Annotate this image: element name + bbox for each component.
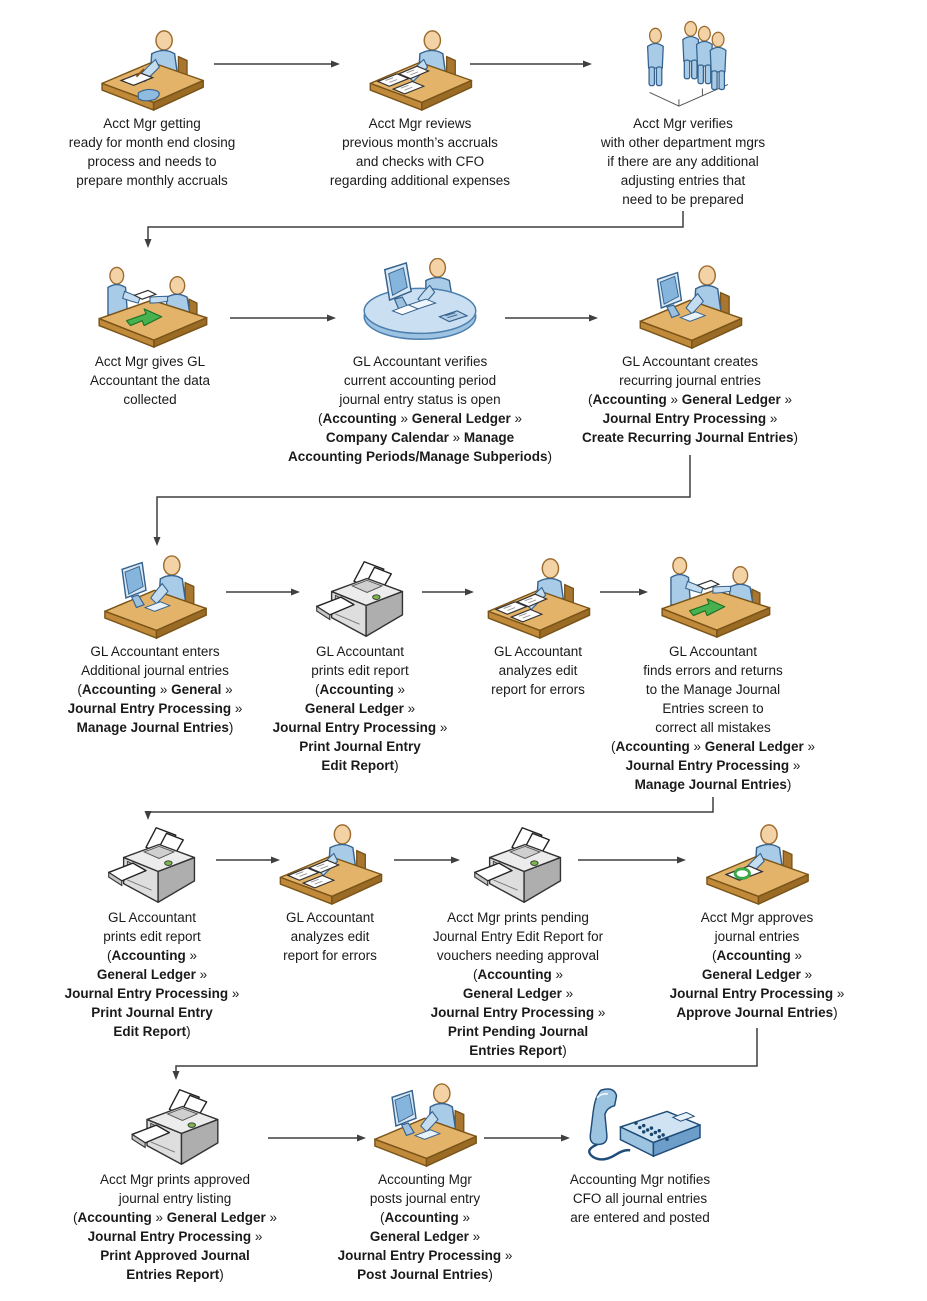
step-caption	[338, 1170, 513, 1284]
caption-line: are entered and posted	[570, 1210, 710, 1225]
flow-arrowhead	[583, 61, 592, 68]
caption-line: Accounting Periods/Manage Subperiods)	[287, 449, 553, 464]
caption-line: CFO all journal entries	[572, 1191, 708, 1206]
person-computer-desk-icon	[96, 554, 214, 640]
person-computer-pod-icon	[351, 258, 489, 350]
printer-icon	[103, 824, 201, 906]
step-caption	[601, 114, 765, 209]
caption-line: Acct Mgr verifies	[633, 116, 733, 131]
caption-line: (Accounting »	[106, 948, 198, 963]
step-caption	[68, 642, 243, 737]
caption-line: Print Approved Journal	[100, 1248, 250, 1263]
caption-line: Accounting Mgr notifies	[569, 1172, 711, 1187]
caption-line: (Accounting »	[472, 967, 564, 982]
caption-line: Acct Mgr gives GL	[94, 354, 206, 369]
people-group-icon	[631, 20, 735, 112]
caption-line: (Accounting » General Ledger »	[587, 392, 793, 407]
caption-line: General Ledger »	[96, 967, 208, 982]
step-caption	[73, 1170, 277, 1284]
person-desk-writing-icon	[93, 28, 211, 112]
caption-line: Edit Report)	[113, 1024, 191, 1039]
two-people-desk-icon	[87, 264, 213, 350]
caption-line: journal entries	[714, 929, 800, 944]
caption-line: Manage Journal Entries)	[76, 720, 234, 735]
caption-line: to the Manage Journal	[645, 682, 781, 697]
caption-line: (Accounting » General Ledger »	[610, 739, 816, 754]
step-caption	[273, 642, 448, 775]
caption-line: collected	[123, 392, 177, 407]
caption-line: prints edit report	[103, 929, 201, 944]
person-desk-papers-icon	[271, 822, 389, 906]
caption-line: GL Accountant	[285, 910, 375, 925]
caption-line: Journal Entry Processing »	[602, 411, 778, 426]
caption-line: Acct Mgr reviews	[368, 116, 472, 131]
caption-line: Create Recurring Journal Entries)	[581, 430, 799, 445]
caption-line: ready for month end closing	[68, 135, 236, 150]
caption-line: and checks with CFO	[355, 154, 485, 169]
caption-line: prints edit report	[311, 663, 409, 678]
flow-step-11	[65, 822, 240, 1041]
caption-line: vouchers needing approval	[436, 948, 600, 963]
caption-line: Print Journal Entry	[91, 1005, 213, 1020]
person-desk-approve-icon	[698, 822, 816, 906]
caption-line: GL Accountant	[107, 910, 197, 925]
caption-line: GL Accountant	[493, 644, 583, 659]
caption-line: Edit Report)	[321, 758, 399, 773]
flow-elbow-connector	[157, 455, 690, 538]
caption-line: Journal Entry Processing »	[430, 1005, 606, 1020]
caption-line: Print Pending Journal	[447, 1024, 589, 1039]
printer-icon	[311, 558, 409, 640]
caption-line: Journal Entry Processing »	[272, 720, 448, 735]
caption-line: Journal Entry Processing »	[337, 1248, 513, 1263]
flow-step-3	[601, 20, 765, 209]
caption-line: current accounting period	[343, 373, 497, 388]
caption-line: Acct Mgr getting	[103, 116, 201, 131]
caption-line: Additional journal entries	[81, 663, 229, 678]
caption-line: (Accounting » General Ledger »	[72, 1210, 278, 1225]
caption-line: with other department mgrs	[600, 135, 766, 150]
flow-step-16	[338, 1082, 513, 1284]
person-computer-desk-icon	[631, 264, 749, 350]
flow-step-9	[479, 550, 597, 699]
step-caption	[670, 908, 845, 1022]
step-caption	[491, 642, 585, 699]
caption-line: (Accounting » General »	[77, 682, 233, 697]
flow-step-10	[611, 550, 815, 794]
step-caption	[69, 114, 236, 190]
flow-arrowhead	[145, 811, 152, 820]
caption-line: Acct Mgr prints approved	[99, 1172, 251, 1187]
caption-line: recurring journal entries	[619, 373, 761, 388]
caption-line: process and needs to	[87, 154, 217, 169]
flow-step-4	[87, 252, 213, 409]
two-people-desk-icon	[650, 554, 776, 640]
caption-line: Manage Journal Entries)	[634, 777, 792, 792]
caption-line: Entries Report)	[126, 1267, 224, 1282]
caption-line: GL Accountant	[668, 644, 758, 659]
caption-line: (Accounting »	[379, 1210, 471, 1225]
flow-arrowhead	[561, 1135, 570, 1142]
caption-line: Acct Mgr prints pending	[447, 910, 589, 925]
telephone-icon	[574, 1086, 706, 1168]
caption-line: General Ledger »	[304, 701, 416, 716]
step-caption	[90, 352, 210, 409]
caption-line: GL Accountant creates	[621, 354, 759, 369]
caption-line: Accounting Mgr	[378, 1172, 472, 1187]
flow-step-14	[670, 822, 845, 1022]
caption-line: General Ledger »	[369, 1229, 481, 1244]
step-caption	[570, 1170, 710, 1227]
flow-step-5	[288, 252, 552, 466]
caption-line: General Ledger »	[462, 986, 574, 1001]
caption-line: (Accounting »	[711, 948, 803, 963]
step-caption	[283, 908, 377, 965]
person-computer-desk-icon	[366, 1082, 484, 1168]
printer-icon	[469, 824, 567, 906]
caption-line: Entries screen to	[662, 701, 764, 716]
flow-step-6	[582, 252, 798, 447]
caption-line: Journal Entry Processing »	[669, 986, 845, 1001]
person-desk-papers-icon	[361, 28, 479, 112]
printer-icon	[126, 1086, 224, 1168]
caption-line: Approve Journal Entries)	[676, 1005, 838, 1020]
flow-step-7	[68, 550, 243, 737]
caption-line: Acct Mgr approves	[700, 910, 814, 925]
step-caption	[330, 114, 510, 190]
flow-step-8	[273, 550, 448, 775]
caption-line: posts journal entry	[369, 1191, 481, 1206]
caption-line: regarding additional expenses	[329, 173, 511, 188]
flow-step-1	[69, 20, 236, 190]
caption-line: (Accounting » General Ledger »	[317, 411, 523, 426]
step-caption	[582, 352, 798, 447]
step-caption	[288, 352, 552, 466]
flow-step-17	[570, 1082, 710, 1227]
caption-line: Print Journal Entry	[299, 739, 421, 754]
step-caption	[431, 908, 606, 1060]
caption-line: report for errors	[283, 948, 377, 963]
step-caption	[65, 908, 240, 1041]
caption-line: previous month’s accruals	[342, 135, 498, 150]
caption-line: Journal Entry Processing »	[64, 986, 240, 1001]
flow-arrowhead	[154, 537, 161, 546]
caption-line: General Ledger »	[701, 967, 813, 982]
step-caption	[611, 642, 815, 794]
caption-line: correct all mistakes	[655, 720, 771, 735]
caption-line: GL Accountant	[315, 644, 405, 659]
caption-line: finds errors and returns	[643, 663, 783, 678]
flow-arrowhead	[465, 589, 474, 596]
caption-line: Journal Entry Processing »	[87, 1229, 263, 1244]
caption-line: Journal Entry Edit Report for	[432, 929, 604, 944]
caption-line: Journal Entry Processing »	[625, 758, 801, 773]
caption-line: prepare monthly accruals	[76, 173, 228, 188]
caption-line: GL Accountant verifies	[352, 354, 488, 369]
caption-line: Post Journal Entries)	[357, 1267, 493, 1282]
flow-step-12	[271, 822, 389, 965]
caption-line: GL Accountant enters	[90, 644, 220, 659]
caption-line: journal entry listing	[118, 1191, 232, 1206]
flow-elbow-connector	[148, 211, 683, 240]
flow-elbow-connector	[148, 797, 713, 812]
flow-arrowhead	[145, 239, 152, 248]
caption-line: analyzes edit	[290, 929, 370, 944]
caption-line: journal entry status is open	[339, 392, 501, 407]
flow-step-2	[330, 20, 510, 190]
caption-line: Journal Entry Processing »	[67, 701, 243, 716]
caption-line: if there are any additional	[607, 154, 759, 169]
flow-step-15	[73, 1082, 277, 1284]
caption-line: analyzes edit	[498, 663, 578, 678]
caption-line: Entries Report)	[469, 1043, 567, 1058]
caption-line: Company Calendar » Manage	[325, 430, 515, 445]
caption-line: adjusting entries that	[620, 173, 746, 188]
caption-line: report for errors	[491, 682, 585, 697]
flow-step-13	[431, 822, 606, 1060]
caption-line: (Accounting »	[314, 682, 406, 697]
flow-arrowhead	[173, 1071, 180, 1080]
person-desk-papers-icon	[479, 556, 597, 640]
caption-line: Accountant the data	[89, 373, 211, 388]
caption-line: need to be prepared	[622, 192, 744, 207]
